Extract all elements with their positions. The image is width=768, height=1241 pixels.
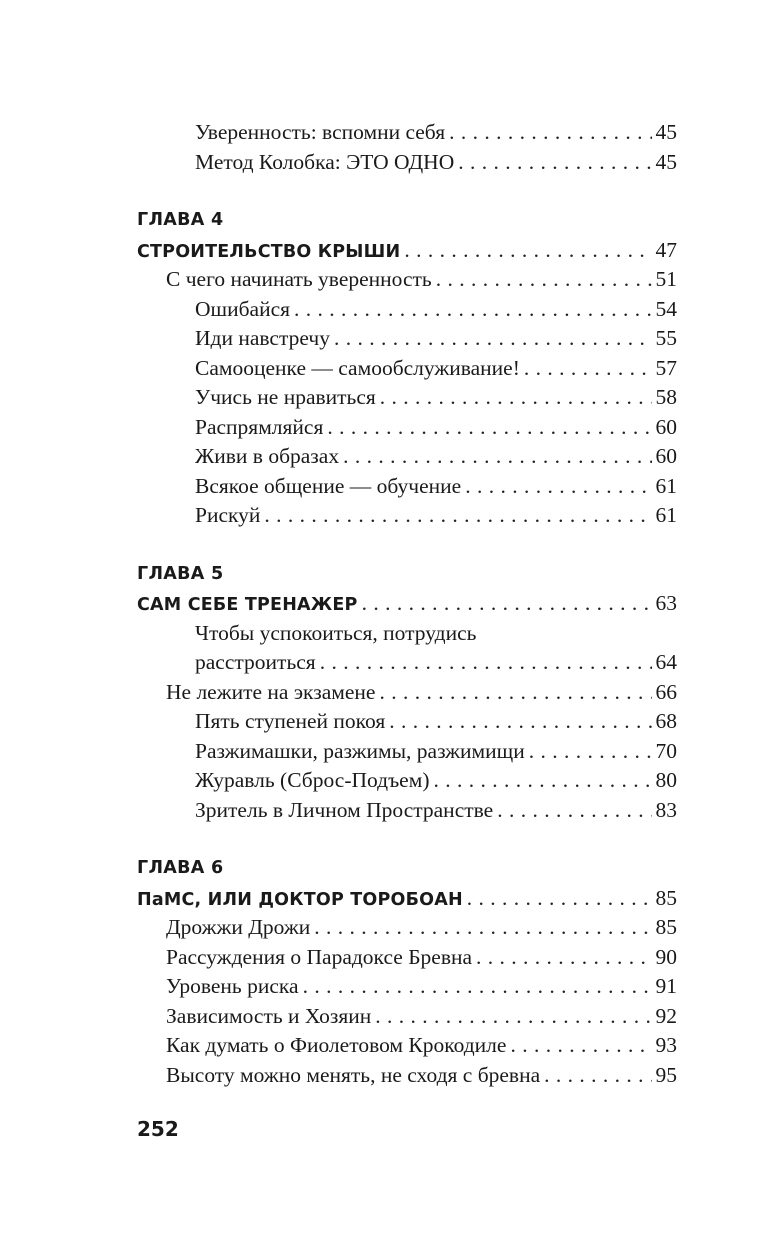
dot-leader	[544, 1061, 651, 1091]
dot-leader	[436, 265, 652, 295]
toc-entry-line1	[137, 619, 677, 649]
toc-entry-title: Распрямляйся	[195, 414, 324, 439]
toc-entry	[137, 295, 677, 325]
toc-entry	[137, 501, 677, 531]
toc-entry-page: 58	[655, 385, 677, 409]
dot-leader	[294, 295, 651, 325]
dot-leader	[320, 648, 652, 678]
toc-entry	[137, 413, 677, 443]
toc-entry-page: 64	[655, 650, 677, 674]
toc-entry-page: 45	[655, 120, 677, 144]
dot-leader	[449, 118, 651, 148]
toc-entry-page: 45	[655, 149, 677, 174]
toc-entry-page: 83	[655, 797, 677, 822]
toc-entry-page: 95	[655, 1062, 677, 1087]
dot-leader	[343, 442, 651, 472]
toc-entry-page: 70	[655, 738, 677, 763]
toc-entry-page: 85	[655, 915, 677, 939]
toc-entry-title: Метод Колобка: ЭТО ОДНО	[195, 149, 455, 174]
toc-entry	[137, 324, 677, 354]
dot-leader	[379, 678, 651, 708]
toc-entry-title: Всякое общение — обучение	[195, 473, 462, 498]
toc-entry-page: 60	[655, 444, 677, 468]
dot-leader	[375, 1002, 651, 1032]
toc-entry-title: Чтобы успокоиться, потрудись	[195, 620, 477, 645]
dot-leader	[327, 413, 651, 443]
chapter-label: ГЛАВА 5	[137, 563, 224, 584]
toc-entry-page: 61	[655, 473, 677, 498]
toc-entry	[137, 737, 677, 767]
toc-entry	[137, 383, 677, 413]
dot-leader	[434, 766, 652, 796]
toc-entry-page: 60	[655, 414, 677, 439]
toc-entry-title: Зритель в Личном Пространстве	[195, 797, 494, 822]
chapter-title: СТРОИТЕЛЬСТВО КРЫШИ	[137, 241, 401, 262]
chapter-page: 47	[655, 237, 677, 262]
toc-entry-title: Зависимость и Хозяин	[166, 1003, 372, 1028]
dot-leader	[524, 354, 652, 384]
toc-entry	[137, 472, 677, 502]
chapter-title-row	[137, 236, 677, 266]
dot-leader	[510, 1031, 651, 1061]
toc-entry-page: 80	[655, 768, 677, 792]
toc-entry-title: Самооценке — самообслуживание!	[195, 355, 520, 380]
toc-entry-title: Иди навстречу	[195, 326, 330, 350]
toc-entry-title: С чего начинать уверенность	[166, 267, 432, 291]
toc-entry-title: Рискуй	[195, 503, 261, 527]
dot-leader	[389, 707, 651, 737]
dot-leader	[264, 501, 651, 531]
toc-entry-title: Уровень риска	[166, 974, 299, 998]
toc-entry	[137, 354, 677, 384]
toc-entry-title: Журавль (Сброс-Подъем)	[195, 768, 430, 792]
toc-entry-page: 51	[655, 267, 677, 291]
dot-leader	[476, 943, 651, 973]
chapter-label: ГЛАВА 6	[137, 858, 224, 878]
toc-entry-title: Рассуждения о Парадоксе Бревна	[166, 944, 473, 969]
toc-entry-page: 57	[655, 355, 677, 380]
toc-entry-title: Как думать о Фиолетовом Крокодиле	[166, 1033, 507, 1057]
toc-entry-title: Дрожжи Дрожи	[166, 915, 311, 939]
toc-entry-page: 90	[655, 944, 677, 969]
toc-entry-page: 66	[655, 679, 677, 704]
toc-entry-title: Ошибайся	[195, 296, 291, 321]
dot-leader	[467, 884, 652, 914]
toc-entry	[137, 678, 677, 708]
dot-leader	[303, 972, 652, 1002]
chapter-title-row	[137, 884, 677, 914]
toc-entry	[137, 707, 677, 737]
dot-leader	[497, 796, 651, 826]
toc-entry-title: Высоту можно менять, не сходя с бревна	[166, 1062, 541, 1087]
toc-entry-title: Уверенность: вспомни себя	[195, 120, 446, 144]
toc-entry-page: 92	[655, 1003, 677, 1028]
toc-entry-title: Не лежите на экзамене	[166, 679, 376, 704]
toc-entry-title: Пять ступеней покоя	[195, 709, 386, 733]
toc-entry-page: 91	[655, 974, 677, 998]
toc-entry	[137, 1031, 677, 1061]
toc-entry	[137, 265, 677, 295]
dot-leader	[334, 324, 652, 354]
toc-entry-title: Живи в образах	[195, 444, 340, 468]
toc-entry	[137, 913, 677, 943]
toc-entry-title: Учись не нравиться	[195, 385, 376, 409]
toc-entry-title-continued: расстроиться	[195, 650, 316, 674]
toc-entry	[137, 972, 677, 1002]
dot-leader	[529, 737, 652, 767]
chapter-title: ПаМС, ИЛИ ДОКТОР ТОРОБОАН	[137, 889, 463, 910]
chapter-title: САМ СЕБЕ ТРЕНАЖЕР	[137, 595, 358, 615]
toc-entry	[137, 1002, 677, 1032]
dot-leader	[465, 472, 651, 502]
chapter-page: 63	[655, 591, 677, 615]
chapter-page: 85	[655, 885, 677, 910]
toc-entry	[137, 442, 677, 472]
toc-entry-title: Разжимашки, разжимы, разжимищи	[195, 738, 525, 763]
toc-entry	[137, 118, 677, 148]
toc-entry-line2	[137, 648, 677, 678]
dot-leader	[458, 148, 651, 178]
chapter-label: ГЛАВА 4	[137, 210, 224, 230]
chapter-title-row	[137, 589, 677, 619]
dot-leader	[314, 913, 651, 943]
toc-entry-page: 55	[655, 326, 677, 350]
toc-entry	[137, 148, 677, 178]
toc-entry	[137, 943, 677, 973]
toc-entry-page: 93	[655, 1033, 677, 1057]
dot-leader	[362, 589, 652, 619]
dot-leader	[404, 236, 651, 266]
toc-entry	[137, 766, 677, 796]
toc-entry	[137, 796, 677, 826]
toc-entry-page: 61	[655, 503, 677, 527]
toc-entry-page: 54	[655, 296, 677, 321]
dot-leader	[380, 383, 652, 413]
toc-entry-page: 68	[655, 709, 677, 733]
page-number: 252	[137, 1117, 179, 1141]
toc-entry	[137, 1061, 677, 1091]
table-of-contents	[137, 118, 677, 1090]
